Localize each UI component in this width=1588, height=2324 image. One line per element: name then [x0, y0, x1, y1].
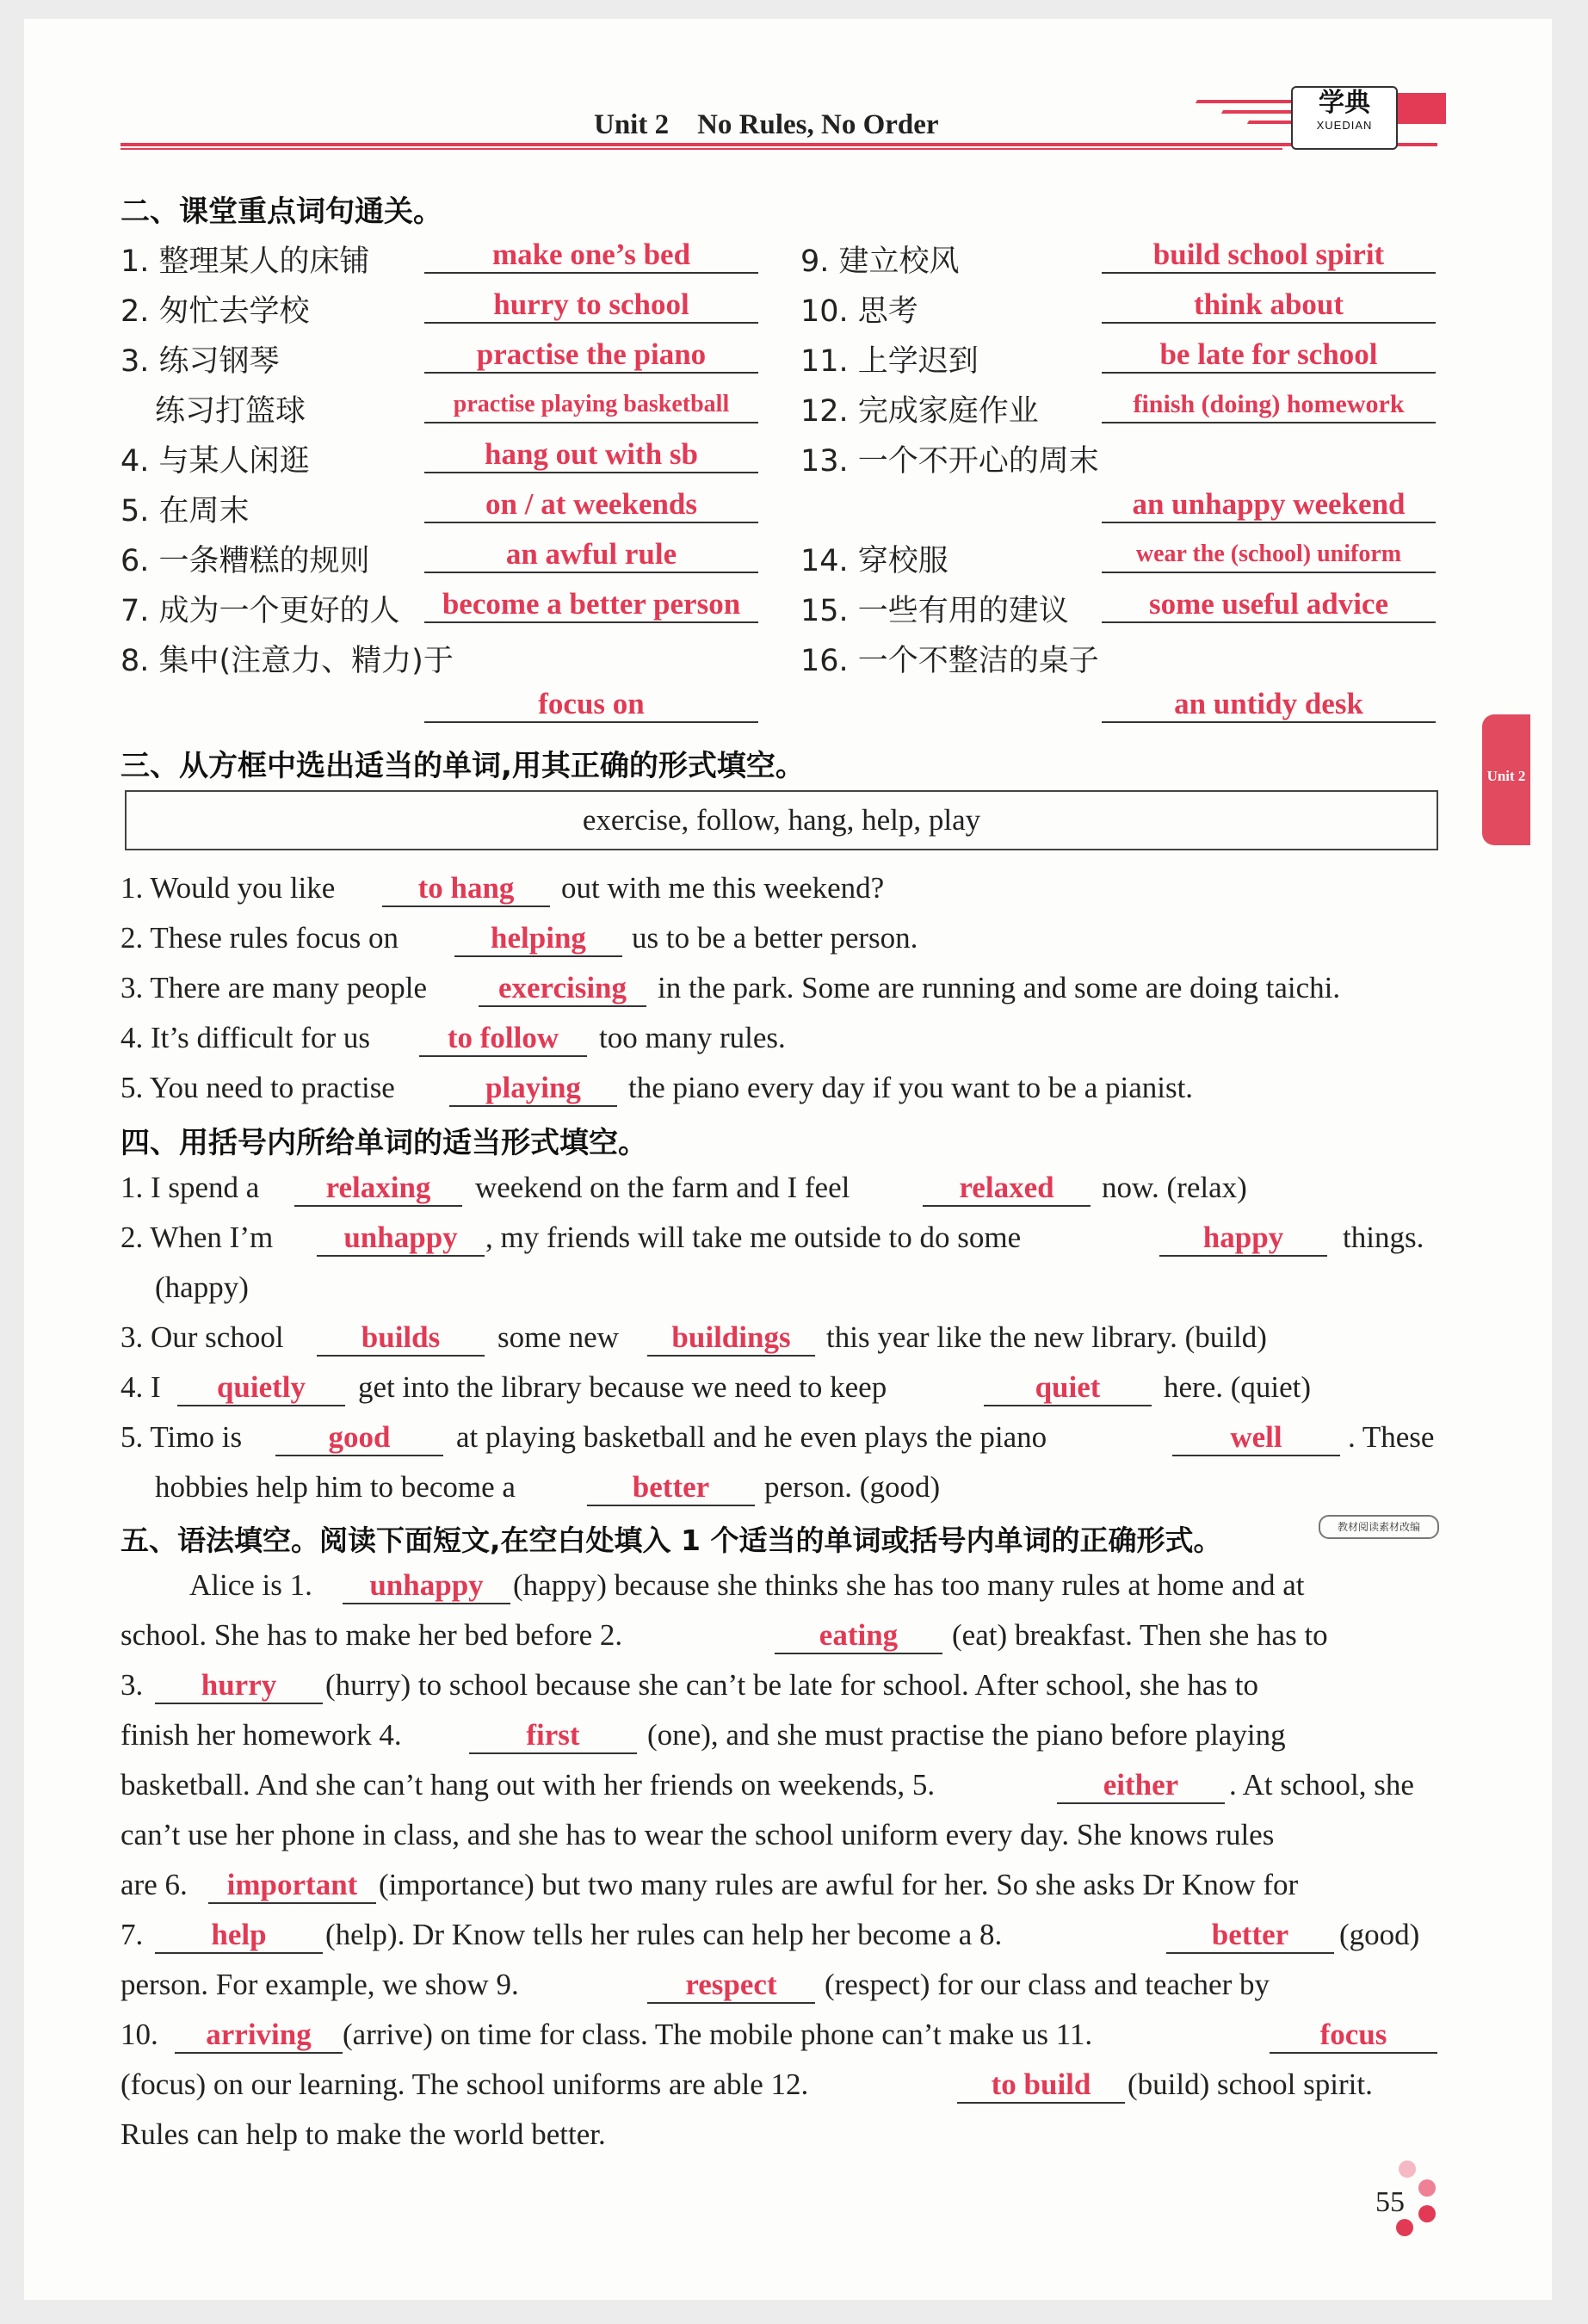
source-badge: 教材阅读素材改编: [1319, 1515, 1439, 1539]
s3-answer: to follow: [419, 1021, 587, 1057]
s2-prompt: 5. 在周末: [120, 494, 250, 528]
s4-answer: unhappy: [317, 1221, 485, 1257]
s5-text: 10.: [120, 2018, 158, 2051]
s5-text: (one), and she must practise the piano before playing: [647, 1718, 1286, 1752]
s2-prompt: 7. 成为一个更好的人: [120, 594, 400, 628]
s5-text: (good): [1339, 1918, 1420, 1951]
s5-text: (happy) because she thinks she has too many rules at home and at: [513, 1568, 1305, 1602]
decor-dot: [1396, 2219, 1413, 2236]
s4-text: things.: [1343, 1221, 1424, 1254]
s2-prompt: 6. 一条糟糕的规则: [120, 544, 370, 578]
s4-answer: better: [587, 1470, 755, 1506]
s5-text: (focus) on our learning. The school uniforms are able 12.: [120, 2067, 809, 2101]
s5-text: (hurry) to school because she can’t be late for school. After school, she has to: [325, 1668, 1259, 1702]
s5-text: (help). Dr Know tells her rules can help her become a 8.: [325, 1918, 1003, 1951]
s2-prompt: 4. 与某人闲逛: [120, 444, 310, 479]
s2-answer: practise playing basketball: [424, 387, 758, 423]
s5-text: (build) school spirit.: [1128, 2067, 1373, 2101]
s3-text: 1. Would you like: [120, 871, 336, 905]
s5-answer: hurry: [155, 1668, 323, 1704]
unit-side-tab: [1482, 714, 1530, 845]
s5-answer: unhappy: [343, 1568, 510, 1604]
s5-answer: focus: [1270, 2018, 1437, 2054]
s5-text: person. For example, we show 9.: [120, 1968, 519, 2001]
section3-heading: 三、从方框中选出适当的单词,用其正确的形式填空。: [120, 749, 805, 783]
s2-answer: wear the (school) uniform: [1102, 537, 1436, 573]
header-block: [1394, 93, 1446, 124]
s4-answer: well: [1172, 1420, 1340, 1456]
s2-answer: an awful rule: [424, 537, 758, 573]
s5-answer: important: [208, 1868, 376, 1904]
page-number: 55: [1375, 2186, 1405, 2218]
s4-text: 2. When I’m: [120, 1221, 274, 1254]
logo-subtext: XUEDIAN: [1316, 119, 1373, 132]
s4-answer: relaxed: [923, 1171, 1091, 1207]
s5-text: Alice is 1.: [189, 1568, 312, 1602]
s2-prompt: 14. 穿校服: [800, 544, 948, 578]
s4-answer: builds: [317, 1320, 485, 1357]
s5-text: are 6.: [120, 1868, 188, 1901]
s3-text: 2. These rules focus on: [120, 921, 399, 955]
s5-answer: to build: [957, 2067, 1125, 2104]
s5-text: (respect) for our class and teacher by: [825, 1968, 1270, 2001]
s5-text: basketball. And she can’t hang out with her friends on weekends, 5.: [120, 1768, 936, 1802]
s5-answer: first: [469, 1718, 637, 1754]
s3-text: out with me this weekend?: [561, 871, 885, 905]
s3-text: 3. There are many people: [120, 971, 427, 1004]
section4-heading: 四、用括号内所给单词的适当形式填空。: [120, 1126, 647, 1160]
s5-answer: better: [1166, 1918, 1334, 1954]
word-box: [125, 790, 1438, 850]
s5-text: (importance) but two many rules are awful for her. So she asks Dr Know for: [379, 1868, 1299, 1901]
decor-dot: [1418, 2205, 1436, 2222]
s2-prompt: 8. 集中(注意力、精力)于: [120, 644, 454, 678]
s2-answer: hurry to school: [424, 287, 758, 324]
s2-answer: make one’s bed: [424, 238, 758, 274]
s2-answer: some useful advice: [1102, 587, 1436, 623]
s4-text: now. (relax): [1102, 1171, 1247, 1204]
s2-answer: hang out with sb: [424, 437, 758, 473]
s4-text: 1. I spend a: [120, 1171, 260, 1204]
s5-answer: either: [1057, 1768, 1225, 1804]
s2-answer: an unhappy weekend: [1102, 487, 1436, 523]
unit-title: Unit 2 No Rules, No Order: [594, 109, 939, 140]
word-box-text: exercise, follow, hang, help, play: [582, 803, 981, 837]
s5-text: (eat) breakfast. Then she has to: [952, 1618, 1328, 1652]
section2-heading: 二、课堂重点词句通关。: [120, 195, 442, 229]
s2-prompt: 9. 建立校风: [800, 244, 960, 279]
s3-text: in the park. Some are running and some are doing taichi.: [658, 971, 1341, 1004]
s4-text: this year like the new library. (build): [826, 1320, 1267, 1354]
s4-text: at playing basketball and he even plays the piano: [456, 1420, 1047, 1454]
s4-answer: relaxing: [294, 1171, 462, 1207]
s2-prompt: 12. 完成家庭作业: [800, 394, 1039, 429]
s4-answer: buildings: [647, 1320, 815, 1357]
s2-prompt: 11. 上学迟到: [800, 344, 979, 379]
decor-dot: [1418, 2179, 1436, 2197]
s2-answer: be late for school: [1102, 337, 1436, 374]
s4-text: , my friends will take me outside to do some: [485, 1221, 1022, 1254]
s2-prompt: 2. 匆忙去学校: [120, 294, 310, 329]
s4-text: weekend on the farm and I feel: [475, 1171, 850, 1204]
s5-answer: help: [155, 1918, 323, 1954]
s2-answer: think about: [1102, 287, 1436, 324]
s4-text: 5. Timo is: [120, 1420, 243, 1454]
s5-text: Rules can help to make the world better.: [120, 2117, 606, 2151]
s3-text: too many rules.: [599, 1021, 786, 1054]
s2-answer: finish (doing) homework: [1102, 387, 1436, 423]
s4-text: . These: [1348, 1420, 1435, 1454]
s2-prompt: 练习打篮球: [155, 394, 306, 429]
s4-answer: quietly: [177, 1370, 345, 1406]
s4-text: get into the library because we need to keep: [358, 1370, 887, 1404]
s2-answer: build school spirit: [1102, 238, 1436, 274]
side-tab-label: Unit 2: [1486, 768, 1526, 784]
s4-text: some new: [497, 1320, 619, 1354]
s3-answer: to hang: [382, 871, 550, 907]
s3-text: 4. It’s difficult for us: [120, 1021, 371, 1054]
s5-text: school. She has to make her bed before 2.: [120, 1618, 623, 1652]
s5-text: finish her homework 4.: [120, 1718, 402, 1752]
s5-text: . At school, she: [1229, 1768, 1414, 1802]
s5-text: can’t use her phone in class, and she has to wear the school uniform every day. She knows rules: [120, 1818, 1275, 1851]
s4-answer: quiet: [984, 1370, 1152, 1406]
s4-text: (happy): [155, 1270, 249, 1304]
s2-answer: become a better person: [424, 587, 758, 623]
s4-text: 4. I: [120, 1370, 161, 1404]
section5-heading: 五、语法填空。阅读下面短文,在空白处填入 1 个适当的单词或括号内单词的正确形式。: [120, 1524, 1222, 1557]
s2-answer: on / at weekends: [424, 487, 758, 523]
xuedian-logo: [1291, 86, 1398, 150]
s4-answer: good: [275, 1420, 443, 1456]
s3-text: 5. You need to practise: [120, 1071, 395, 1104]
s3-text: us to be a better person.: [632, 921, 918, 955]
s2-answer: focus on: [424, 687, 758, 723]
s2-answer: practise the piano: [424, 337, 758, 374]
s5-answer: eating: [775, 1618, 942, 1654]
s2-answer: an untidy desk: [1102, 687, 1436, 723]
s5-answer: arriving: [175, 2018, 343, 2054]
s2-prompt: 15. 一些有用的建议: [800, 594, 1069, 628]
s4-text: here. (quiet): [1164, 1370, 1312, 1404]
s2-prompt: 3. 练习钢琴: [120, 344, 280, 379]
s3-answer: helping: [454, 921, 622, 957]
s5-text: 3.: [120, 1668, 144, 1702]
decor-dot: [1399, 2160, 1416, 2178]
s2-prompt: 10. 思考: [800, 294, 918, 329]
s5-text: 7.: [120, 1918, 144, 1951]
logo-text: 学典: [1319, 88, 1370, 118]
s5-text: (arrive) on time for class. The mobile phone can’t make us 11.: [343, 2018, 1093, 2051]
s3-text: the piano every day if you want to be a pianist.: [628, 1071, 1194, 1104]
s5-answer: respect: [647, 1968, 815, 2004]
s4-answer: happy: [1159, 1221, 1327, 1257]
s3-answer: exercising: [479, 971, 646, 1007]
s4-text: person. (good): [764, 1470, 941, 1504]
s4-text: hobbies help him to become a: [155, 1470, 516, 1504]
header-rule: [120, 143, 1437, 146]
s2-prompt: 13. 一个不开心的周末: [800, 444, 1099, 479]
header-rule-thin: [120, 148, 1282, 150]
s3-answer: playing: [449, 1071, 617, 1107]
s2-prompt: 16. 一个不整洁的桌子: [800, 644, 1099, 678]
s2-prompt: 1. 整理某人的床铺: [120, 244, 370, 279]
s4-text: 3. Our school: [120, 1320, 284, 1354]
